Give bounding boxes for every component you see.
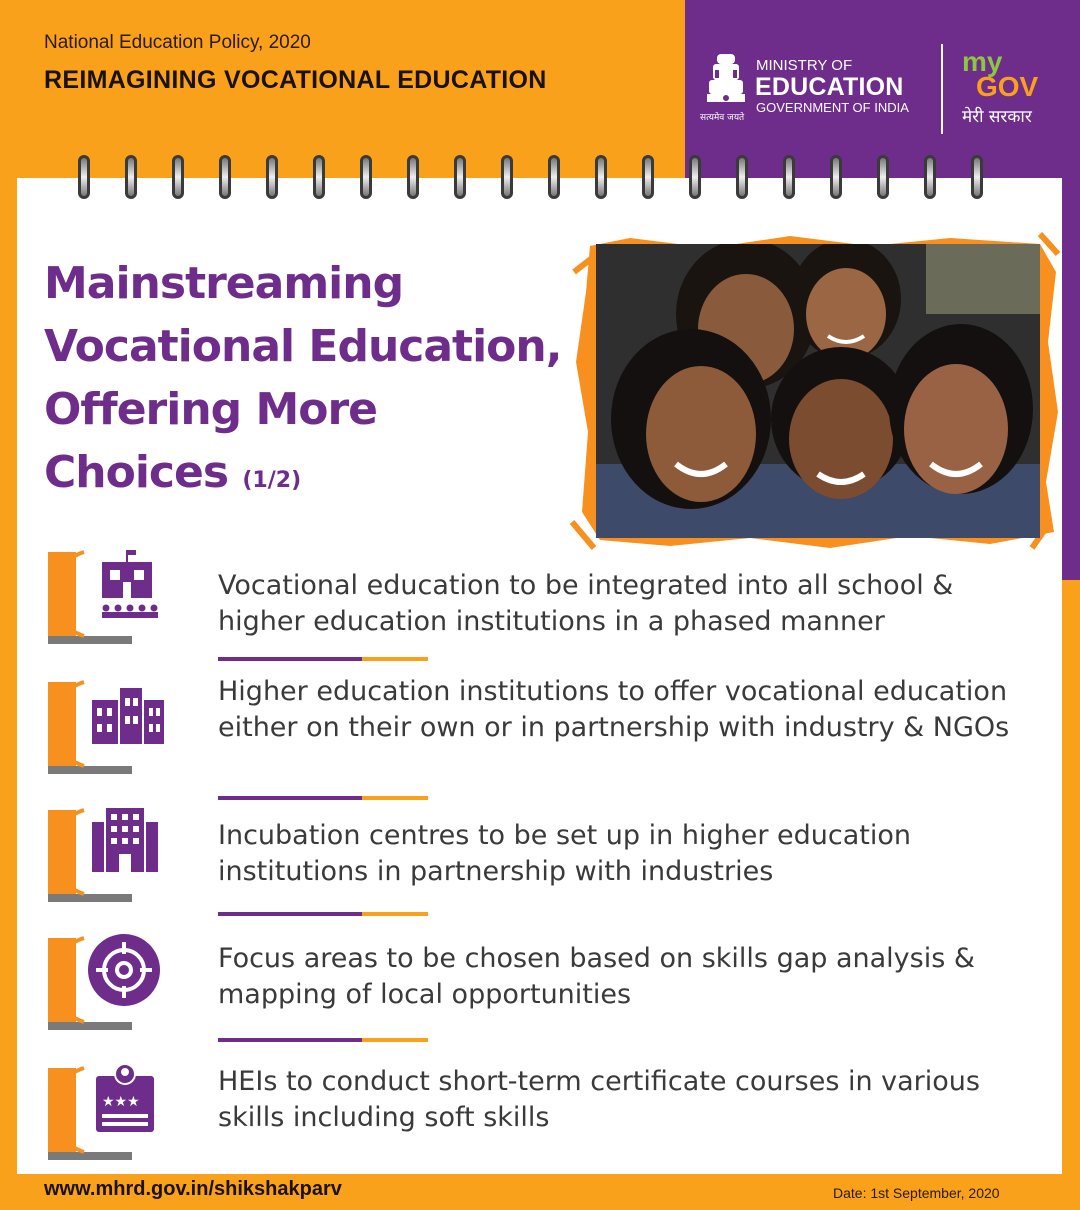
children-photo [596,244,1040,538]
institution-buildings-icon [44,678,164,778]
item-text-3: Incubation centres to be set up in higher education institutions in partnership with industries [218,820,911,887]
mygov-tagline: मेरी सरकार [962,107,1032,127]
binding-ring [266,155,278,199]
binding-ring [595,155,607,199]
binding-ring [924,155,936,199]
emblem-caption: सत्यमेव जयते [700,113,745,123]
footer-date: Date: 1st September, 2020 [833,1185,1000,1201]
binding-ring [971,155,983,199]
item-underline [218,657,428,661]
binding-ring [125,155,137,199]
item-text-2: Higher education institutions to offer vocational education either on their own or in partnership with industry & NGOs [218,676,1010,743]
mygov-logo-gov: GOV [976,71,1039,102]
target-icon [44,934,164,1034]
banner-title: REIMAGINING VOCATIONAL EDUCATION [44,66,547,94]
binding-ring [877,155,889,199]
ministry-line1: MINISTRY OF [756,57,853,74]
certificate-icon [44,1064,164,1164]
svg-text:★★★: ★★★ [102,1094,140,1110]
binding-ring [172,155,184,199]
binding-ring [360,155,372,199]
heading-part: (1/2) [242,468,302,493]
item-underline [218,796,428,800]
binding-ring [78,155,90,199]
mygov-logo-my: my [962,46,1003,77]
binding-ring [783,155,795,199]
binding-ring [219,155,231,199]
binding-ring [548,155,560,199]
ministry-line3: GOVERNMENT OF INDIA [756,100,909,115]
binding-ring [830,155,842,199]
heading-line4 [44,441,564,512]
binding-ring [407,155,419,199]
binding-ring [689,155,701,199]
policy-subtitle: National Education Policy, 2020 [44,32,311,53]
binding-ring [501,155,513,199]
heading-line2: Vocational Education, [44,321,562,372]
item-text-4: Focus areas to be chosen based on skills gap analysis & mapping of local opportunities [218,943,975,1010]
heading-line1: Mainstreaming [44,258,404,309]
item-underline [218,1038,428,1042]
logo-divider [941,44,943,134]
school-icon [44,548,164,648]
heading-choices: Choices [44,447,229,498]
item-underline [218,912,428,916]
binding-ring [736,155,748,199]
footer-url[interactable]: www.mhrd.gov.in/shikshakparv [44,1178,342,1200]
main-heading [44,252,564,512]
item-text-5: HEIs to conduct short-term certificate courses in various skills including soft skills [218,1066,980,1133]
binding-ring [642,155,654,199]
binding-ring [454,155,466,199]
item-text-1: Vocational education to be integrated into all school & higher education institutions in a phased manner [218,570,954,637]
ministry-line2: EDUCATION [755,73,904,101]
heading-line3: Offering More [44,384,378,435]
binding-ring [313,155,325,199]
office-building-icon [44,806,164,906]
